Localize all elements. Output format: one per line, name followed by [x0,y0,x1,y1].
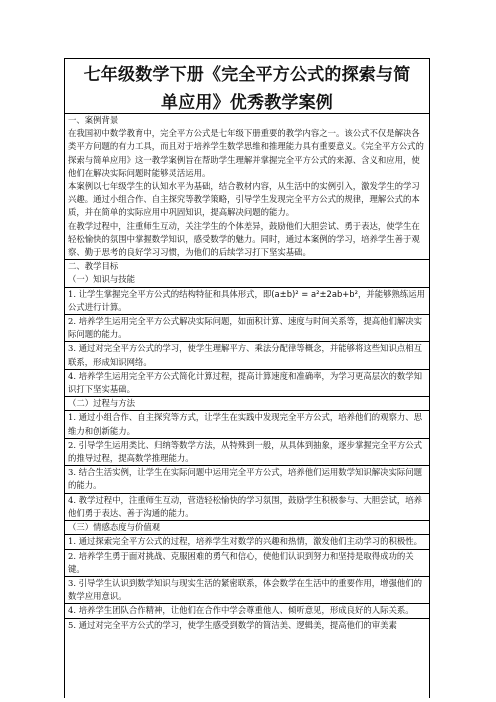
paragraph: 在我国初中数学教育中，完全平方公式是七年级下册重要的教学内容之一。该公式不仅是解决各类平方问题的有力工具，而且对于培养学生数学思维和推理能力具有重要意义。《完全平方公式的探索与简单应用》这一教学案例旨在帮助学生理解并掌握完全平方公式的来源、含义和应用，使他们在解决实际问题时能够灵活运用。 [68,128,424,178]
section-goals-heading [65,260,429,287]
title-line-1: 七年级数学下册《完全平方公式的探索与简 [83,65,411,85]
goal-text: 5. 通过对完全平方公式的学习，使学生感受到数学的简洁美、逻辑美，提高他们的审美素 [68,619,397,630]
paragraph: 本案例以七年级学生的认知水平为基础，结合教材内容，从生活中的实例引入，激发学生的学习兴趣。通过小组合作、自主探究等教学策略，引导学生发现完全平方公式的规律，理解公式的本质，并在简单的实际应用中巩固知识，提高解决问题的能力。 [68,181,420,218]
goal-item [65,577,429,604]
goal-text: 3. 通过对完全平方公式的学习，使学生理解平方、乘法分配律等概念，并能够将这些知识点相互联系，形成知识网络。 [68,343,423,367]
goal-text: 4. 教学过程中，注重师生互动，营造轻松愉快的学习氛围，鼓励学生积极参与、大胆尝试，培养他们勇于表达、善于沟通的能力。 [68,494,423,518]
section-heading: 一、案例背景 [68,115,119,125]
goal-item [65,439,429,466]
title-line-2: 单应用》优秀教学案例 [161,93,333,113]
goal-item [65,411,429,438]
goal-text: 2. 培养学生勇于面对挑战、克服困难的勇气和信心，使他们认识到努力和坚持是取得成功的关键。 [68,550,414,574]
goal-item [65,619,429,632]
goal-text: 2. 培养学生运用完全平方公式解决实际问题，如面积计算、速度与时间关系等，提高他们解决实际问题的能力。 [68,316,423,340]
paragraph: 在教学过程中，注重师生互动，关注学生的个体差异，鼓励他们大胆尝试、勇于表达，使学生在轻松愉快的氛围中掌握数学知识，感受数学的魅力。同时，通过本案例的学习，培养学生善于观察、勤于思考的良好学习习惯，为他们的后续学习打下坚实基础。 [68,220,420,258]
goal-text: 4. 培养学生团队合作精神，让他们在合作中学会尊重他人、倾听意见，形成良好的人际关系。 [68,605,414,616]
goal-text: 1. 通过探索完全平方公式的过程，培养学生对数学的兴趣和热情，激发他们主动学习的积极性。 [68,536,423,547]
subsection-row [65,521,429,535]
document-title [65,59,429,114]
subsection-heading: （一）知识与技能 [68,274,135,285]
goal-text: 3. 引导学生认识到数学知识与现实生活的紧密联系，体会数学在生活中的重要作用，增强他们的数学应用意识。 [68,577,423,602]
goal-text: ，并能够熟练运用公式进行计算。 [68,288,425,312]
subsection-heading: （三）情感态度与价值观 [68,522,161,533]
section-background [65,114,429,260]
goal-text: 4. 培养学生运用完全平方公式简化计算过程，提高计算速度和准确率，为学习更高层次的数学知识打下坚实基础。 [68,370,423,395]
goal-item [65,342,429,369]
goal-item [65,466,429,493]
goal-text: 3. 结合生活实例，让学生在实际问题中运用完全平方公式，培养他们运用数学知识解决实际问题的能力。 [68,467,423,491]
goal-item [65,535,429,549]
goal-text: 1. 让学生掌握完全平方公式的结构特征和具体形式，即 [68,288,272,299]
subsection-heading: （二）过程与方法 [68,398,135,409]
goal-item [65,288,429,315]
goal-item [65,550,429,577]
goal-text: 1. 通过小组合作、自主探究等方式，让学生在实践中发现完全平方公式，培养他们的观察力、思维力和创新能力。 [68,412,423,436]
goal-text: 2. 引导学生运用类比、归纳等数学方法，从特殊到一般，从具体到抽象，逐步掌握完全平方公式的推导过程，提高数学推理能力。 [68,439,423,464]
subsection-row [65,397,429,411]
document-table [64,58,430,698]
section-heading: 二、教学目标 [68,261,119,272]
goal-item [65,604,429,618]
goal-item [65,370,429,397]
goal-item [65,315,429,342]
formula: (a±b)² = a²±2ab+b² [271,288,358,299]
goal-item [65,494,429,521]
